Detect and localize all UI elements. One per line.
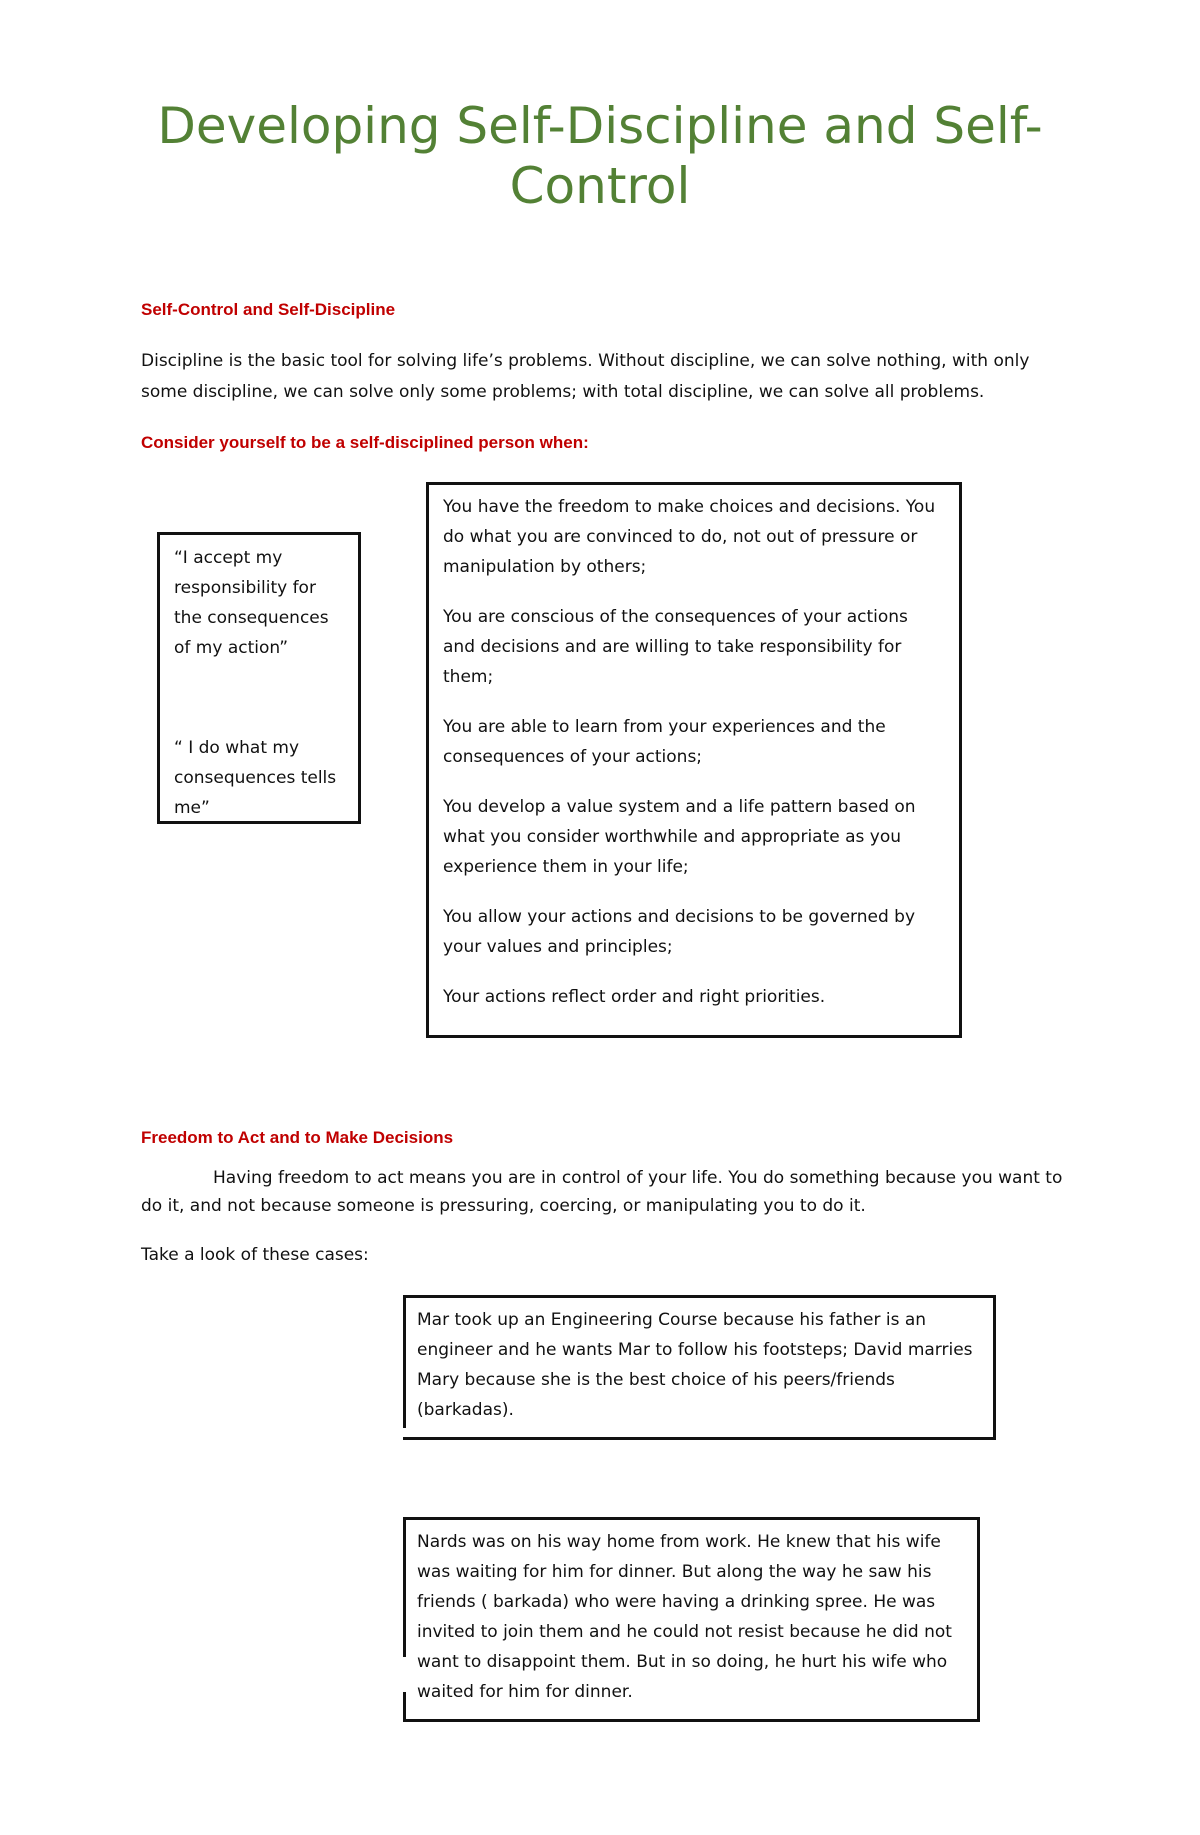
trait-item: You develop a value system and a life pattern based on what you consider worthwhile and appropriate as you experience them in your life; bbox=[443, 797, 916, 877]
trait-item: Your actions reflect order and right priorities. bbox=[443, 987, 826, 1007]
trait-item: You allow your actions and decisions to be governed by your values and principles; bbox=[443, 907, 916, 957]
section-heading-freedom: Freedom to Act and to Make Decisions bbox=[141, 1128, 454, 1147]
trait-item: You have the freedom to make choices and decisions. You do what you are convinced to do, not out of pressure or manipulation by others; bbox=[443, 497, 936, 577]
quote-consequences: “ I do what my consequences tells me” bbox=[174, 738, 337, 818]
document-title: Developing Self-Discipline and Self-Control bbox=[157, 97, 1043, 215]
case-box bbox=[403, 1295, 996, 1440]
trait-item: You are conscious of the consequences of your actions and decisions and are willing to take responsibility for them; bbox=[443, 607, 908, 687]
case-text: Mar took up an Engineering Course because his father is an engineer and he wants Mar to follow his footsteps; David marries Mary because she is the best choice of his peers/friends (barkadas). bbox=[417, 1310, 973, 1420]
quote-box bbox=[157, 532, 361, 824]
traits-box bbox=[426, 482, 962, 1038]
trait-item: You are able to learn from your experiences and the consequences of your actions; bbox=[443, 717, 886, 767]
case-text: Nards was on his way home from work. He knew that his wife was waiting for him for dinner. But along the way he saw his friends ( barkada) who were having a drinking spree. He was invited to join them and he could not resist because he did not want to disappoint them. But in so doing, he hurt his wife who waited for him for dinner. bbox=[417, 1532, 952, 1702]
case-box bbox=[403, 1517, 980, 1722]
quote-responsibility: “I accept my responsibility for the consequences of my action” bbox=[174, 548, 329, 658]
freedom-paragraph: Having freedom to act means you are in control of your life. You do something because you want to do it, and not because someone is pressuring, coercing, or manipulating you to do it. bbox=[141, 1168, 1063, 1216]
cases-intro: Take a look of these cases: bbox=[141, 1245, 369, 1265]
section-heading-self-control: Self-Control and Self-Discipline bbox=[141, 300, 396, 319]
self-disciplined-subheading: Consider yourself to be a self-disciplined person when: bbox=[141, 433, 589, 452]
discipline-paragraph: Discipline is the basic tool for solving life’s problems. Without discipline, we can solve nothing, with only some discipline, we can solve only some problems; with total discipline, we can solve all problems. bbox=[141, 351, 1030, 402]
